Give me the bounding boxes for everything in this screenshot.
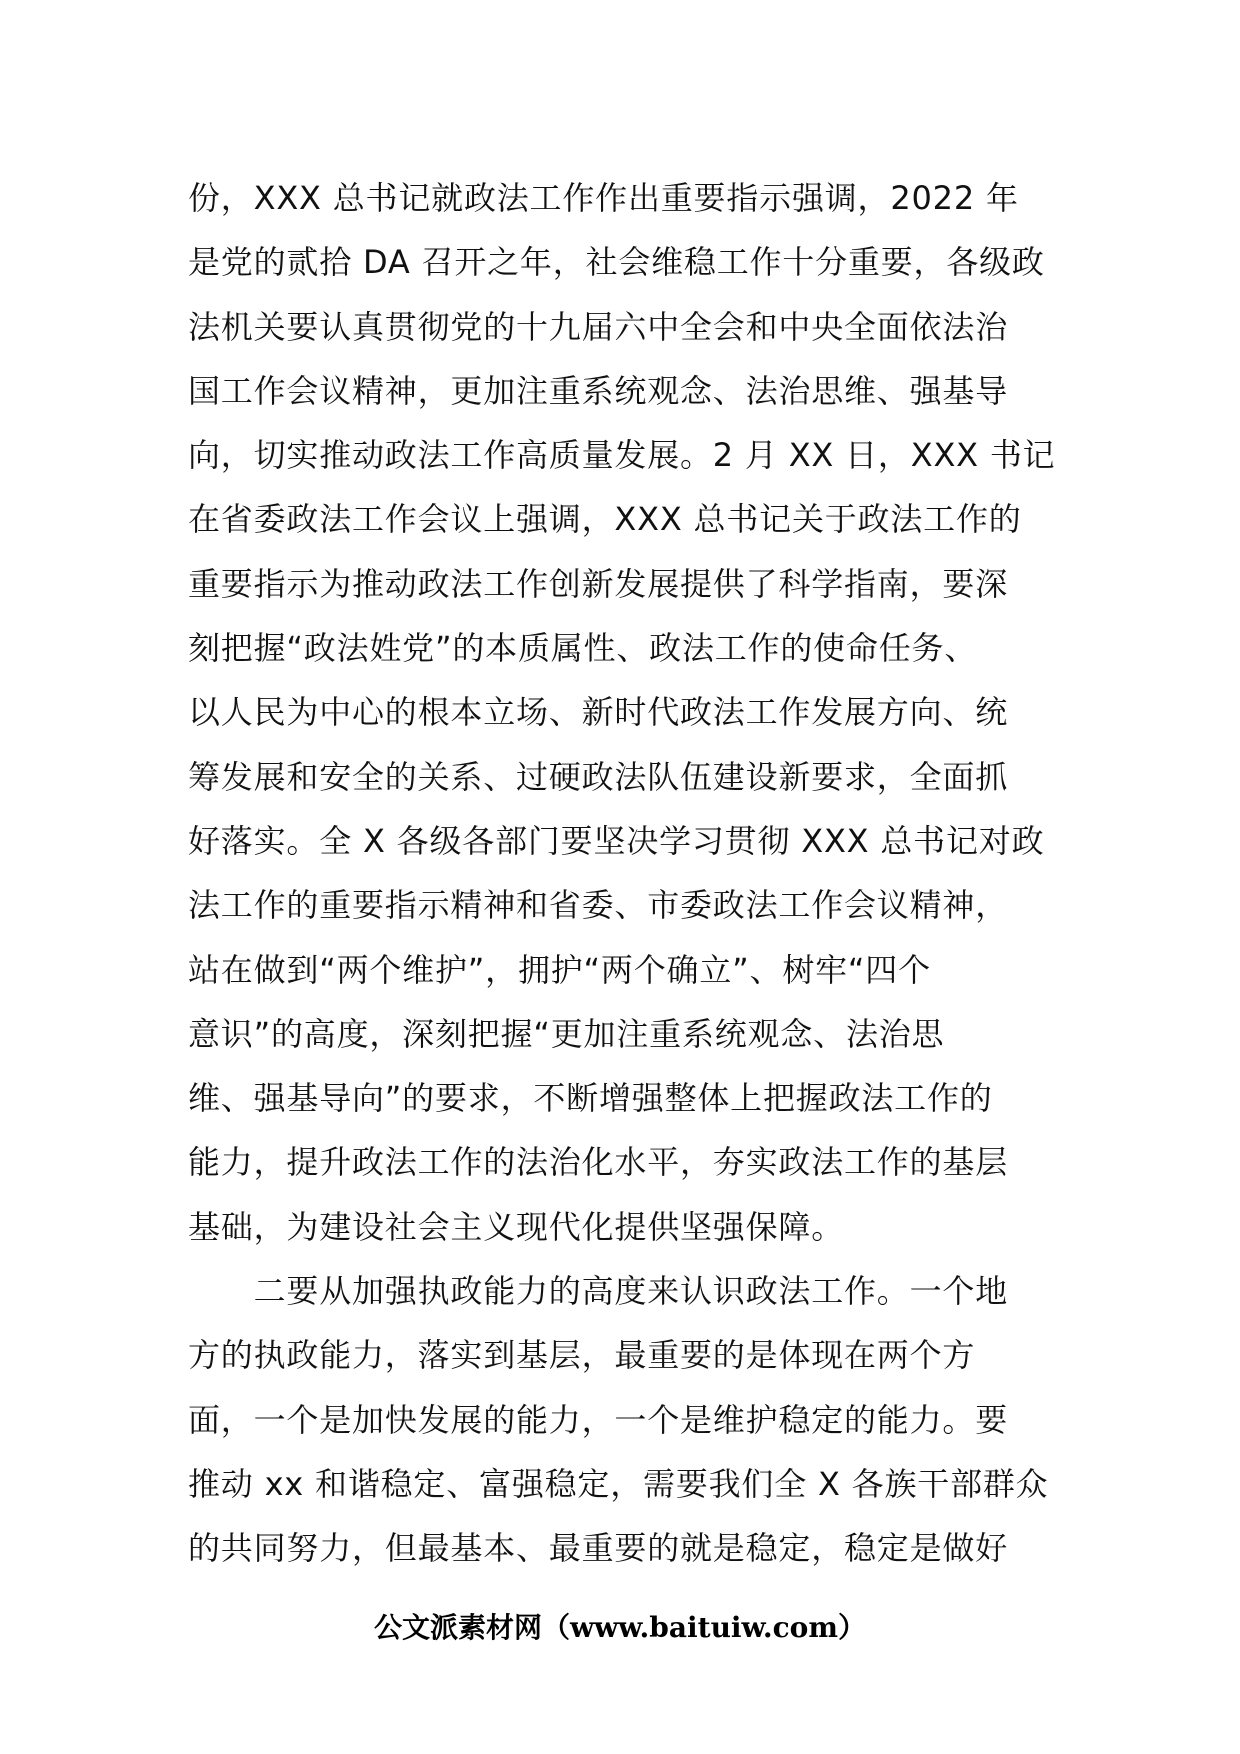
- text-line: 在省委政法工作会议上强调，XXX 总书记关于政法工作的: [188, 500, 1022, 539]
- text-line: 刻把握“政法姓党”的本质属性、政法工作的使命任务、: [188, 629, 978, 668]
- text-line: 面，一个是加快发展的能力，一个是维护稳定的能力。要: [188, 1400, 1009, 1439]
- text-line: 重要指示为推动政法工作创新发展提供了科学指南，要深: [188, 564, 1009, 603]
- text-line: 法机关要认真贯彻党的十九届六中全会和中央全面依法治: [188, 307, 1009, 346]
- text-line: 站在做到“两个维护”，拥护“两个确立”、树牢“四个: [188, 950, 931, 989]
- text-line: 法工作的重要指示精神和省委、市委政法工作会议精神，: [188, 886, 1009, 925]
- text-line: 份，XXX 总书记就政法工作作出重要指示强调，2022 年: [188, 179, 1019, 217]
- text-line: 是党的贰拾 DA 召开之年，社会维稳工作十分重要，各级政: [188, 243, 1045, 282]
- text-line: 推动 xx 和谐稳定、富强稳定，需要我们全 X 各族干部群众: [188, 1464, 1049, 1503]
- text-line: 方的执政能力，落实到基层，最重要的是体现在两个方: [188, 1336, 976, 1375]
- text-line: 向，切实推动政法工作高质量发展。2 月 XX 日，XXX 书记: [188, 436, 1056, 475]
- text-line: 筹发展和安全的关系、过硬政法队伍建设新要求，全面抓: [188, 757, 1009, 796]
- text-line: 意识”的高度，深刻把握“更加注重系统观念、法治思: [188, 1014, 945, 1053]
- text-line: 二要从加强执政能力的高度来认识政法工作。一个地: [188, 1272, 1009, 1311]
- text-line: 能力，提升政法工作的法治化水平，夯实政法工作的基层: [188, 1143, 1009, 1182]
- text-line: 好落实。全 X 各级各部门要坚决学习贯彻 XXX 总书记对政: [188, 821, 1045, 860]
- text-line: 的共同努力，但最基本、最重要的就是稳定，稳定是做好: [188, 1529, 1009, 1568]
- text-line: 以人民为中心的根本立场、新时代政法工作发展方向、统: [188, 693, 1009, 732]
- footer-watermark: 公文派素材网（www.baituiw.com）: [374, 1611, 866, 1644]
- body-text: [188, 166, 1058, 1581]
- text-line: 维、强基导向”的要求，不断增强整体上把握政法工作的: [188, 1079, 993, 1118]
- text-line: 国工作会议精神，更加注重系统观念、法治思维、强基导: [188, 371, 1009, 410]
- text-line: 基础，为建设社会主义现代化提供坚强保障。: [188, 1207, 845, 1246]
